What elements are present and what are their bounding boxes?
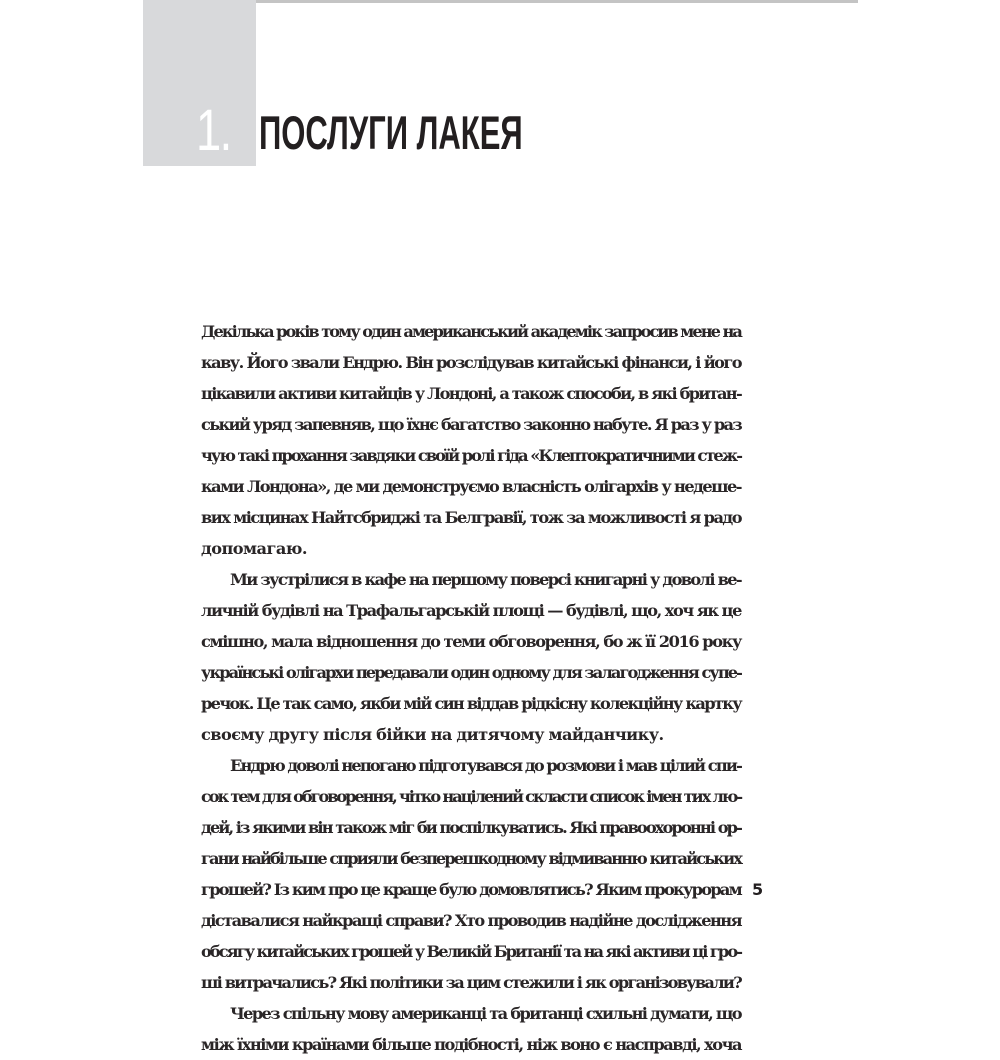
text-line: смішно, мала відношення до теми обговорення, бо ж її 2016 року [201,632,741,651]
text-line: українські олігархи передавали один одному для залагодження супе- [201,663,741,682]
text-line: цікавили активи китайців у Лондоні, а також способи, в які британ- [201,384,741,403]
chapter-number: 1. [196,98,231,163]
text-line: сок тем для обговорення, чітко націлений скласти список імен тих лю- [201,787,741,806]
text-line: ші витрачались? Які політики за цим стежили і як організовували? [201,973,741,992]
text-line: обсягу китайських грошей у Великій Британії та на які активи ці гро- [201,942,741,961]
chapter-title: ПОСЛУГИ ЛАКЕЯ [259,106,523,159]
text-line: допомагаю. [201,539,307,558]
text-line: діставалися найкращі справи? Хто проводив надійне дослідження [201,911,741,930]
body-text [201,316,741,1060]
text-line: ський уряд запевняв, що їхнє багатство законно набуте. Я раз у раз [201,415,741,434]
text-line: Через спільну мову американці та британці схильні думати, що [230,1004,741,1023]
text-line: чую такі прохання завдяки своїй ролі гіда «Клептократичними стеж- [201,446,741,465]
page-number: 5 [752,880,764,899]
text-line: личній будівлі на Трафальгарській площі — будівлі, що, хоч як це [201,601,741,620]
text-line: речок. Це так само, якби мій син віддав рідкісну колекційну картку [201,694,741,713]
text-line: дей, із якими він також міг би поспілкуватись. Які правоохоронні ор- [201,818,741,837]
text-line: вих місцинах Найтсбриджі та Белгравії, тож за можливості я радо [201,508,741,527]
text-line: своєму другу після бійки на дитячому майданчику. [201,725,664,744]
text-line: Ми зустрілися в кафе на першому поверсі книгарні у доволі ве- [230,570,741,589]
text-line: Ендрю доволі непогано підготувався до розмови і мав цілий спи- [230,756,741,775]
text-line: гани найбільше сприяли безперешкодному відмиванню китайських [201,849,741,868]
text-line: між їхніми країнами більше подібності, ніж воно є насправді, хоча [201,1035,741,1054]
text-line: Декілька років тому один американський академік запросив мене на [201,322,741,341]
text-line: грошей? Із ким про це краще було домовлятись? Яким прокурорам [201,880,741,899]
text-line: каву. Його звали Ендрю. Він розслідував китайські фінанси, і його [201,353,741,372]
text-line: ками Лондона», де ми демонструємо власність олігархів у недеше- [201,477,741,496]
